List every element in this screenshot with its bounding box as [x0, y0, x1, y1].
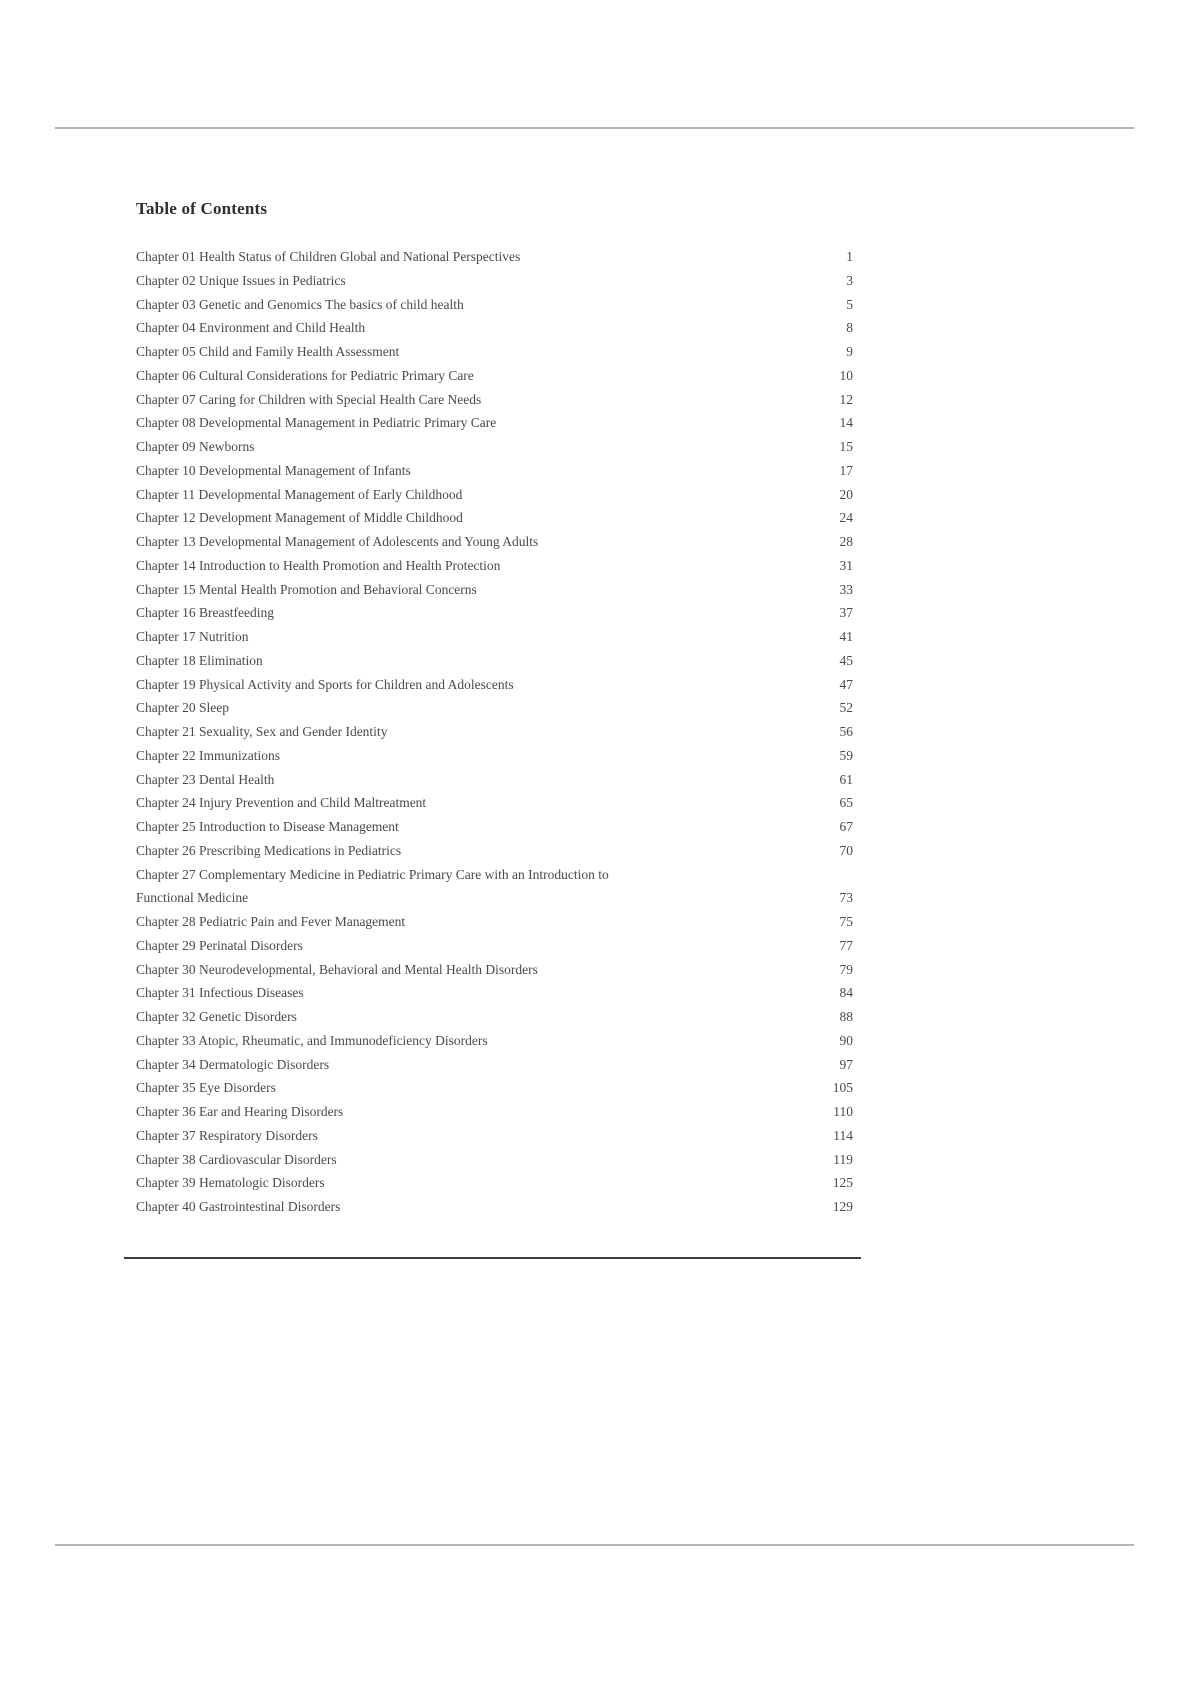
toc-entry — [136, 435, 853, 459]
toc-entry-title: Chapter 26 Prescribing Medications in Pediatrics — [136, 842, 402, 858]
toc-entry — [136, 411, 853, 435]
toc-entry — [136, 863, 853, 887]
top-divider — [55, 127, 1134, 129]
toc-entry — [136, 791, 853, 815]
toc-entry-page: 52 — [839, 700, 853, 716]
toc-entry — [136, 910, 853, 934]
toc-entry — [136, 744, 853, 768]
toc-entry — [136, 886, 853, 910]
toc-entry — [136, 981, 853, 1005]
toc-entry — [136, 958, 853, 982]
toc-entry-page: 56 — [839, 724, 853, 739]
toc-entry — [136, 934, 853, 958]
toc-entry-title: Chapter 11 Developmental Management of Early Childhood — [136, 486, 463, 502]
toc-entry-page: 9 — [846, 344, 853, 359]
toc-entry — [136, 815, 853, 839]
toc-entry-page: 3 — [846, 272, 853, 288]
toc-entry — [136, 768, 853, 792]
toc-entry-title: Chapter 04 Environment and Child Health — [136, 320, 366, 336]
toc-entry — [136, 554, 853, 578]
toc-entry-page: 1 — [846, 249, 853, 264]
toc-list — [136, 245, 853, 1219]
toc-entry — [136, 506, 853, 530]
page-title: Table of Contents — [136, 199, 268, 219]
list-bottom-divider — [124, 1257, 861, 1259]
toc-entry-page: 31 — [839, 557, 853, 573]
toc-entry — [136, 696, 853, 720]
toc-entry — [136, 601, 853, 625]
toc-entry-title: Chapter 30 Neurodevelopmental, Behavioral and Mental Health Disorders — [136, 961, 538, 977]
toc-entry-title: Chapter 20 Sleep — [136, 700, 229, 716]
toc-entry — [136, 483, 853, 507]
toc-entry-page: 28 — [839, 534, 853, 549]
toc-entry — [136, 1029, 853, 1053]
toc-entry-page: 79 — [839, 961, 853, 977]
toc-entry-page: 119 — [833, 1151, 853, 1167]
toc-entry-title: Chapter 13 Developmental Management of Adolescents and Young Adults — [136, 534, 539, 549]
toc-entry-page: 70 — [839, 842, 853, 858]
toc-entry-title: Chapter 17 Nutrition — [136, 629, 249, 644]
toc-entry — [136, 578, 853, 602]
toc-entry-title: Chapter 27 Complementary Medicine in Pediatric Primary Care with an Introduction to — [136, 866, 609, 882]
toc-entry — [136, 649, 853, 673]
toc-entry-page: 61 — [839, 771, 853, 787]
toc-entry-title: Chapter 33 Atopic, Rheumatic, and Immunodeficiency Disorders — [136, 1032, 488, 1048]
toc-entry-title: Chapter 38 Cardiovascular Disorders — [136, 1151, 337, 1167]
toc-entry-page: 17 — [839, 462, 853, 478]
toc-entry-page: 110 — [833, 1104, 853, 1119]
toc-entry-title: Chapter 31 Infectious Diseases — [136, 985, 304, 1001]
toc-entry — [136, 625, 853, 649]
toc-entry — [136, 1171, 853, 1195]
toc-entry-page: 14 — [839, 415, 853, 431]
toc-entry — [136, 459, 853, 483]
toc-entry — [136, 293, 853, 317]
toc-entry-page: 84 — [839, 985, 853, 1001]
toc-entry-title: Chapter 21 Sexuality, Sex and Gender Identity — [136, 724, 388, 739]
toc-entry-page: 105 — [832, 1080, 853, 1096]
toc-entry — [136, 388, 853, 412]
toc-entry-title: Chapter 10 Developmental Management of Infants — [136, 462, 411, 478]
toc-entry-page: 75 — [839, 914, 853, 929]
toc-entry-title: Chapter 39 Hematologic Disorders — [136, 1175, 325, 1191]
toc-entry-page: 47 — [839, 676, 853, 692]
toc-entry-page: 97 — [839, 1056, 853, 1072]
toc-entry-page: 125 — [832, 1175, 853, 1191]
toc-entry-title: Chapter 12 Development Management of Middle Childhood — [136, 510, 463, 526]
toc-entry-page: 65 — [839, 795, 853, 811]
toc-entry-page: 45 — [839, 652, 853, 668]
toc-entry-page: 33 — [839, 581, 853, 597]
toc-entry-title: Chapter 25 Introduction to Disease Management — [136, 819, 399, 834]
toc-entry-title: Chapter 16 Breastfeeding — [136, 605, 274, 621]
toc-entry-title: Chapter 09 Newborns — [136, 439, 255, 454]
toc-entry-page: 8 — [846, 320, 853, 336]
toc-entry — [136, 1076, 853, 1100]
toc-entry-title: Chapter 40 Gastrointestinal Disorders — [136, 1199, 341, 1214]
toc-entry-page: 129 — [832, 1199, 853, 1214]
toc-entry-page: 114 — [833, 1127, 853, 1143]
toc-entry-title: Chapter 07 Caring for Children with Special Health Care Needs — [136, 391, 482, 407]
toc-entry — [136, 530, 853, 554]
toc-entry — [136, 364, 853, 388]
toc-entry — [136, 269, 853, 293]
toc-entry — [136, 673, 853, 697]
toc-entry — [136, 1124, 853, 1148]
toc-entry — [136, 720, 853, 744]
toc-entry — [136, 245, 853, 269]
toc-entry-page: 77 — [839, 937, 853, 953]
toc-entry-title: Chapter 06 Cultural Considerations for Pediatric Primary Care — [136, 367, 474, 383]
toc-entry-title: Chapter 05 Child and Family Health Assessment — [136, 344, 400, 359]
toc-entry-page: 37 — [839, 605, 853, 621]
toc-entry-page: 24 — [839, 510, 853, 526]
toc-entry-title: Chapter 35 Eye Disorders — [136, 1080, 276, 1096]
toc-entry — [136, 839, 853, 863]
toc-entry — [136, 1100, 853, 1124]
toc-entry-title: Chapter 19 Physical Activity and Sports for Children and Adolescents — [136, 676, 514, 692]
toc-entry — [136, 1148, 853, 1172]
toc-entry-page: 67 — [839, 819, 853, 834]
toc-entry-title: Chapter 18 Elimination — [136, 652, 263, 668]
toc-entry-page: 41 — [839, 629, 853, 644]
toc-entry-title: Chapter 01 Health Status of Children Global and National Perspectives — [136, 249, 521, 264]
toc-entry-page: 90 — [839, 1032, 853, 1048]
toc-entry-title: Chapter 32 Genetic Disorders — [136, 1009, 297, 1024]
toc-entry-page: 73 — [839, 890, 853, 906]
footer-divider — [55, 1544, 1134, 1546]
toc-entry-title: Functional Medicine — [136, 890, 249, 906]
toc-entry-title: Chapter 22 Immunizations — [136, 747, 280, 763]
toc-entry-page: 5 — [846, 296, 853, 312]
toc-entry-title: Chapter 23 Dental Health — [136, 771, 275, 787]
toc-entry-title: Chapter 36 Ear and Hearing Disorders — [136, 1104, 344, 1119]
toc-entry-page: 20 — [839, 486, 853, 502]
toc-entry-title: Chapter 03 Genetic and Genomics The basics of child health — [136, 296, 464, 312]
toc-entry-title: Chapter 37 Respiratory Disorders — [136, 1127, 318, 1143]
toc-entry — [136, 1053, 853, 1077]
toc-entry-page: 15 — [839, 439, 853, 454]
toc-entry-title: Chapter 24 Injury Prevention and Child Maltreatment — [136, 795, 427, 811]
toc-entry-page: 12 — [839, 391, 853, 407]
toc-entry-page: 88 — [839, 1009, 853, 1024]
toc-entry-title: Chapter 08 Developmental Management in Pediatric Primary Care — [136, 415, 497, 431]
toc-entry-title: Chapter 15 Mental Health Promotion and Behavioral Concerns — [136, 581, 477, 597]
toc-entry-title: Chapter 34 Dermatologic Disorders — [136, 1056, 330, 1072]
toc-entry-title: Chapter 14 Introduction to Health Promotion and Health Protection — [136, 557, 501, 573]
toc-entry-page: 59 — [839, 747, 853, 763]
toc-entry-page: 10 — [839, 367, 853, 383]
toc-entry — [136, 316, 853, 340]
toc-entry-title: Chapter 02 Unique Issues in Pediatrics — [136, 272, 346, 288]
toc-entry-title: Chapter 28 Pediatric Pain and Fever Management — [136, 914, 406, 929]
toc-entry-title: Chapter 29 Perinatal Disorders — [136, 937, 303, 953]
toc-entry — [136, 1195, 853, 1219]
toc-entry — [136, 1005, 853, 1029]
toc-entry — [136, 340, 853, 364]
